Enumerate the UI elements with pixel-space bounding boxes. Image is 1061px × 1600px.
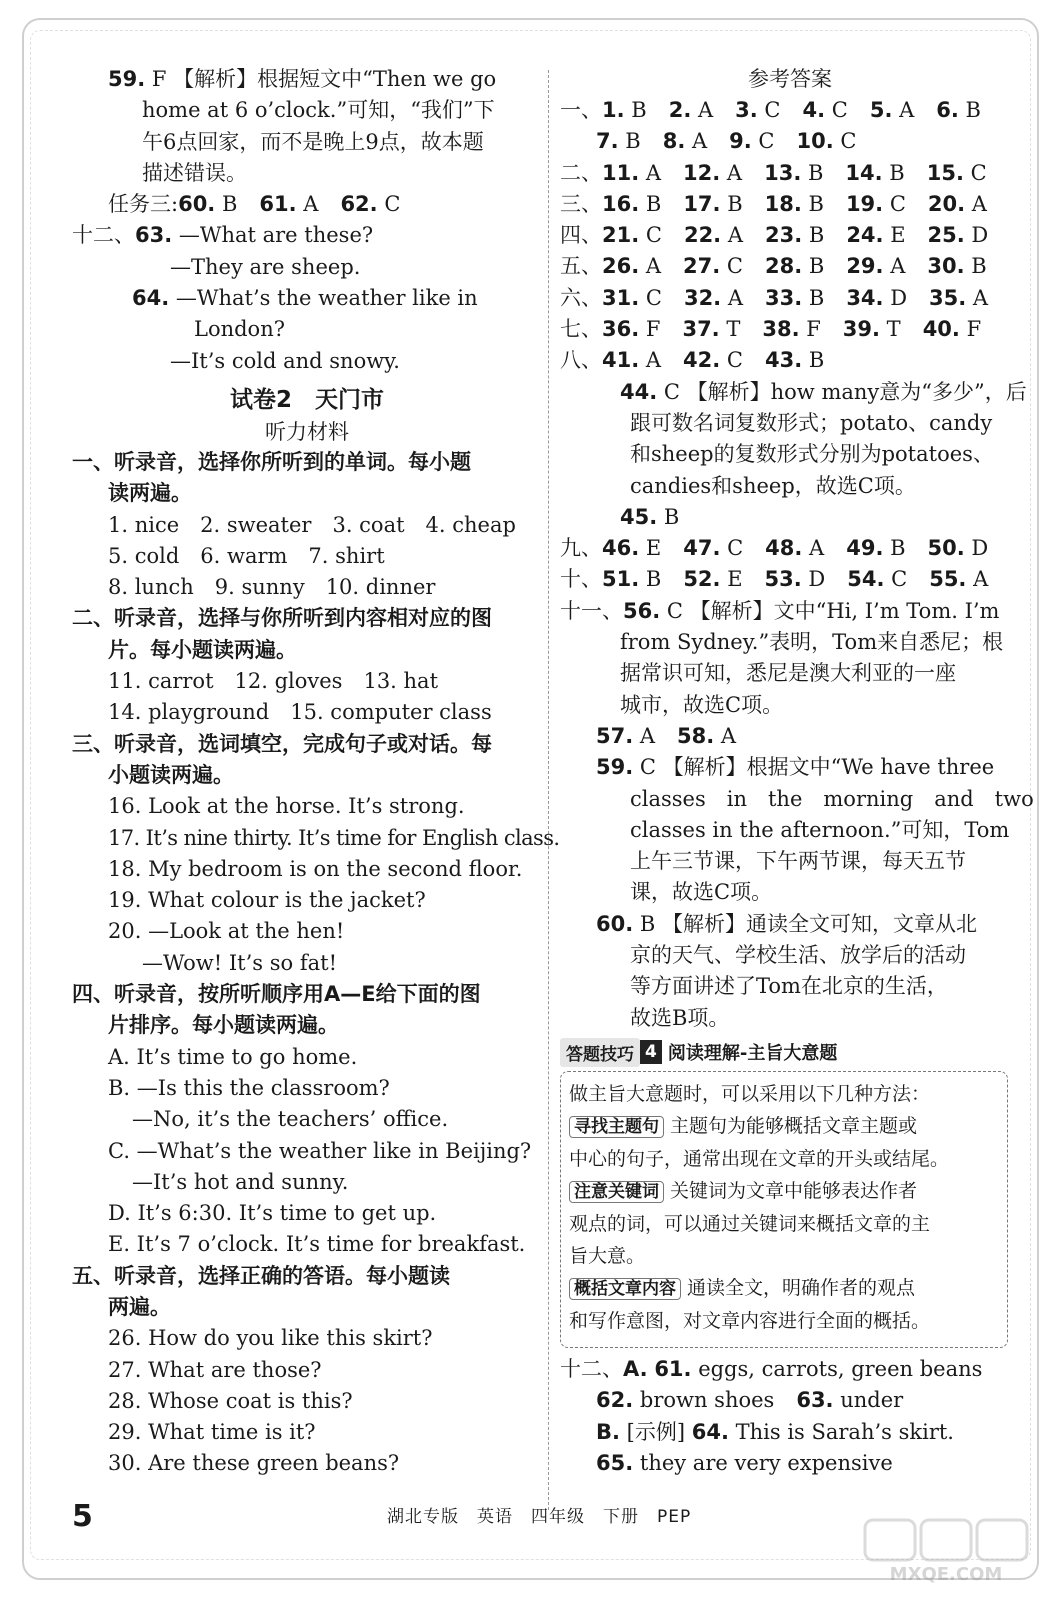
s2-heading-2: 片。每小题读两遍。 — [108, 637, 297, 662]
tips-method-1-line2: 中心的句子，通常出现在文章的开头或结尾。 — [569, 1147, 950, 1170]
question-number: 31. — [602, 285, 640, 310]
answer-59-line5: 课，故选C项。 — [630, 880, 773, 905]
answer-60-line4: 故选B项。 — [630, 1005, 730, 1030]
tips-box — [560, 1071, 1008, 1348]
answer-choice: B — [964, 254, 987, 279]
answer-59-line3: 午6点回家，而不是晚上9点，故本题 — [142, 129, 484, 154]
question-number: 33. — [765, 285, 803, 310]
question-number: 25. — [927, 223, 965, 248]
answer-44-line2: 跟可数名词复数形式；potato、candy — [630, 410, 993, 435]
answer-row-line — [560, 564, 1020, 595]
answer-choice: C — [963, 160, 987, 185]
answer-64: B. [示例] 64. This is Sarah’s skirt. — [596, 1419, 954, 1444]
s4-row-1: A. It’s time to go home. — [108, 1044, 358, 1069]
answer-row-10 — [560, 564, 1020, 595]
answer-59-line2: home at 6 o’clock.”可知，“我们”下 — [142, 98, 495, 123]
answer-59-line2: classes in the morning and two — [630, 786, 1034, 811]
s4-row-3: —No, it’s the teachers’ office. — [132, 1107, 449, 1132]
answer-59-line1: 59. F 【解析】根据短文中“Then we go — [108, 67, 497, 91]
s2-row-1: 11. carrot 12. gloves 13. hat — [108, 669, 439, 694]
answer-choice: B — [882, 160, 905, 185]
answer-choice: B — [639, 567, 662, 592]
tips-header — [560, 1038, 1020, 1067]
answer-row-line — [560, 158, 1020, 189]
question-number: 3. — [735, 98, 758, 122]
answer-choice: C — [833, 129, 857, 154]
answer-56-line2: from Sydney.”表明，Tom来自悉尼；根 — [620, 630, 1004, 655]
section-prefix: 十、 — [560, 567, 602, 592]
question-number: 37. — [682, 317, 720, 342]
answer-choice: A — [639, 254, 662, 279]
answer-choice: F — [639, 317, 661, 342]
s5-row-3: 28. Whose coat is this? — [108, 1388, 353, 1413]
answer-62-63: 62. brown shoes 63. under — [596, 1388, 904, 1413]
answer-choice: B — [958, 98, 981, 122]
question-number: 9. — [729, 129, 752, 154]
answer-choice: D — [801, 567, 826, 592]
answer-56-line1: 十一、56. C 【解析】文中“Hi, I’m Tom. I’m — [560, 598, 1000, 623]
answer-choice: A — [691, 98, 714, 122]
tips-chip-3: 概括文章内容 — [569, 1278, 681, 1300]
section-prefix: 三、 — [560, 191, 602, 216]
question-number: 28. — [765, 254, 803, 279]
watermark-text: MXQE.COM — [889, 1564, 1003, 1585]
question-number: 50. — [927, 536, 965, 561]
paper-title: 试卷2 天门市 — [229, 386, 384, 413]
s3-row-1: 16. Look at the horse. It’s strong. — [108, 794, 465, 819]
answer-choice: A — [639, 348, 662, 373]
answer-choice: A — [965, 191, 987, 216]
section-prefix: 二、 — [560, 160, 602, 185]
answer-choice: B — [802, 223, 825, 248]
answer-choice: C — [883, 191, 906, 216]
question-number: 19. — [845, 191, 884, 216]
s4-row-5: —It’s hot and sunny. — [132, 1169, 349, 1194]
question-number: 21. — [602, 223, 640, 248]
s3-row-4: 19. What colour is the jacket? — [108, 888, 426, 913]
answer-44-line3: 和sheep的复数形式分别为potatoes、 — [630, 442, 994, 467]
question-number: 41. — [602, 348, 640, 373]
answer-60-line1: 60. B 【解析】通读全文可知，文章从北 — [596, 911, 977, 936]
answer-44-line1: 44. C 【解析】how many意为“多少”，后 — [620, 379, 1027, 404]
answer-61: 十二、A. 61. eggs, carrots, green beans — [560, 1356, 983, 1381]
answer-choice: B — [618, 129, 641, 154]
answer-choice: F — [959, 317, 982, 342]
question-number: 54. — [847, 567, 885, 592]
s2-row-2: 14. playground 15. computer class — [108, 700, 492, 725]
s5-row-2: 27. What are those? — [108, 1357, 322, 1382]
tips-title: 阅读理解-主旨大意题 — [667, 1043, 838, 1065]
s4-heading-1: 四、听录音，按所听顺序用A—E给下面的图 — [72, 982, 481, 1007]
section-prefix: 四、 — [560, 223, 602, 248]
s4-row-6: D. It’s 6:30. It’s time to get up. — [108, 1201, 437, 1226]
tips-chip-1: 寻找主题句 — [569, 1116, 664, 1138]
tips-method-1-line1: 寻找主题句 主题句为能够概括文章主题或 — [569, 1110, 999, 1143]
question-number: 22. — [683, 223, 722, 248]
s3-row-6: —Wow! It’s so fat! — [142, 950, 338, 975]
question-number: 10. — [796, 129, 834, 154]
section12-q64b: London? — [194, 317, 285, 342]
question-number: 34. — [846, 285, 884, 310]
answer-choice: A — [883, 254, 906, 279]
section-prefix: 七、 — [560, 317, 602, 342]
answer-row-line — [560, 283, 1020, 314]
s1-heading-1: 一、听录音，选择你所听到的单词。每小题 — [72, 449, 471, 474]
question-number: 48. — [765, 536, 803, 561]
section-prefix: 九、 — [560, 536, 602, 561]
question-number: 18. — [764, 191, 802, 216]
question-number: 16. — [602, 191, 640, 216]
section12-a63: —They are sheep. — [170, 254, 361, 279]
answer-choice: E — [639, 536, 662, 561]
answer-choice: C — [639, 285, 662, 310]
tips-method-2-line3: 旨大意。 — [569, 1244, 646, 1267]
answer-choice: B — [801, 191, 824, 216]
answer-choice: B — [883, 536, 906, 561]
answer-56-line3: 据常识可知，悉尼是澳大利亚的一座 — [620, 661, 956, 686]
s5-row-1: 26. How do you like this skirt? — [108, 1326, 433, 1351]
answer-choice: C — [825, 98, 848, 122]
question-number: 12. — [683, 160, 721, 185]
question-number: 26. — [602, 254, 640, 279]
section-prefix: 八、 — [560, 348, 602, 373]
answer-choice: B — [802, 285, 825, 310]
tips-intro: 做主旨大意题时，可以采用以下几种方法： — [569, 1082, 931, 1105]
section-prefix: 五、 — [560, 254, 602, 279]
answer-choice: D — [964, 536, 989, 561]
answer-choice: B — [801, 160, 824, 185]
answer-59-line1: 59. C 【解析】根据文中“We have three — [596, 755, 995, 780]
question-number: 52. — [683, 567, 721, 592]
tips-chip-2: 注意关键词 — [569, 1181, 664, 1203]
tips-method-3-line1: 概括文章内容 通读全文，明确作者的观点 — [569, 1272, 999, 1305]
answer-choice: A — [802, 536, 825, 561]
question-number: 55. — [929, 567, 967, 592]
answer-choice: A — [721, 223, 743, 248]
answer-56-line4: 城市，故选C项。 — [620, 692, 784, 717]
answer-choice: C — [884, 567, 908, 592]
question-number: 39. — [842, 317, 880, 342]
section-prefix: 六、 — [560, 285, 602, 310]
answer-57-58: 57. A 58. A — [596, 723, 737, 748]
question-number: 8. — [662, 129, 686, 154]
s1-row-3: 8. lunch 9. sunny 10. dinner — [108, 575, 436, 600]
question-number: 11. — [602, 160, 640, 185]
question-number: 35. — [929, 285, 967, 310]
question-number: 47. — [683, 536, 721, 561]
answer-choice: A — [966, 285, 989, 310]
answer-choice: A — [966, 567, 989, 592]
answer-45: 45. B — [620, 504, 680, 529]
answer-choice: F — [799, 317, 821, 342]
question-number: 43. — [765, 348, 803, 373]
answer-44-line4: candies和sheep，故选C项。 — [630, 473, 916, 498]
s5-heading-2: 两遍。 — [108, 1294, 171, 1319]
watermark-logo — [861, 1516, 1031, 1586]
section-prefix: 一、 — [560, 98, 602, 122]
answer-row-line — [560, 314, 1020, 345]
answers-heading: 参考答案 — [748, 67, 832, 91]
question-number: 36. — [602, 317, 640, 342]
question-number: 27. — [683, 254, 721, 279]
s1-row-1: 1. nice 2. sweater 3. coat 4. cheap — [108, 512, 516, 537]
s2-heading-1: 二、听录音，选择与你所听到内容相对应的图 — [72, 606, 492, 631]
answer-choice: D — [883, 285, 908, 310]
question-number: 29. — [846, 254, 884, 279]
tips-tag: 答题技巧 — [560, 1038, 640, 1067]
s4-row-2: B. —Is this the classroom? — [108, 1075, 390, 1100]
answer-choice: C — [639, 223, 662, 248]
question-number: 40. — [922, 317, 960, 342]
s4-row-7: E. It’s 7 o’clock. It’s time for breakfast. — [108, 1232, 526, 1257]
answer-choice: B — [624, 98, 647, 122]
section12-q64: 64. —What’s the weather like in — [132, 286, 478, 311]
right-column — [560, 64, 1034, 1479]
question-number: 30. — [927, 254, 965, 279]
answer-65: 65. they are very expensive — [596, 1450, 893, 1475]
s3-row-3: 18. My bedroom is on the second floor. — [108, 856, 523, 881]
s1-heading-2: 读两遍。 — [108, 481, 192, 506]
answer-rows — [560, 95, 1020, 377]
footer-text: 湖北专版 英语 四年级 下册 PEP — [387, 1507, 692, 1527]
tips-number: 4 — [640, 1040, 662, 1064]
section12-q63: 十二、63. —What are these? — [72, 223, 374, 248]
question-number: 20. — [927, 191, 966, 216]
question-number: 42. — [683, 348, 721, 373]
task3-answers: 任务三:60. B 61. A 62. C — [108, 192, 401, 217]
s1-row-2: 5. cold 6. warm 7. shirt — [108, 543, 385, 568]
answer-choice: B — [802, 254, 825, 279]
s3-row-2: 17. It’s nine thirty. It’s time for English class. — [108, 825, 560, 850]
answer-59-line4: 描述错误。 — [142, 160, 247, 185]
paper-subtitle: 听力材料 — [265, 419, 349, 444]
question-number: 2. — [668, 98, 692, 122]
question-number: 24. — [846, 223, 884, 248]
tips-method-2-line2: 观点的词，可以通过关键词来概括文章的主 — [569, 1212, 931, 1235]
question-number: 4. — [802, 98, 826, 122]
answer-choice: B — [802, 348, 825, 373]
left-column — [72, 64, 560, 1480]
answer-choice: A — [639, 160, 662, 185]
question-number: 53. — [764, 567, 802, 592]
question-number: 32. — [683, 285, 722, 310]
question-number: 6. — [936, 98, 959, 122]
answer-row-9 — [560, 533, 1020, 564]
answer-choice: D — [964, 223, 989, 248]
answer-choice: T — [719, 317, 741, 342]
column-divider — [548, 70, 549, 1510]
s4-row-4: C. —What’s the weather like in Beijing? — [108, 1138, 532, 1163]
question-number: 23. — [765, 223, 803, 248]
answer-choice: E — [720, 567, 743, 592]
question-number: 1. — [602, 98, 625, 122]
s5-row-5: 30. Are these green beans? — [108, 1451, 400, 1476]
answer-row-line — [560, 126, 1020, 157]
answer-choice: C — [720, 536, 744, 561]
answer-choice: A — [892, 98, 915, 122]
s5-row-4: 29. What time is it? — [108, 1420, 316, 1445]
s4-heading-2: 片排序。每小题读两遍。 — [108, 1013, 339, 1038]
s3-row-5: 20. —Look at the hen! — [108, 919, 345, 944]
answer-choice: C — [751, 129, 775, 154]
answer-choice: A — [720, 160, 743, 185]
page-footer — [72, 1497, 972, 1537]
question-number: 38. — [762, 317, 800, 342]
answer-60-line2: 京的天气、学校生活、放学后的活动 — [630, 943, 966, 968]
answer-row-line — [560, 95, 1020, 126]
question-number: 15. — [926, 160, 964, 185]
answer-choice: A — [685, 129, 708, 154]
answer-choice: E — [883, 223, 906, 248]
answer-row-line — [560, 345, 1020, 376]
question-number: 7. — [596, 129, 619, 154]
s3-heading-1: 三、听录音，选词填空，完成句子或对话。每 — [72, 731, 492, 756]
answer-choice: B — [720, 191, 743, 216]
answer-59-line3: classes in the afternoon.”可知，Tom — [630, 817, 1010, 842]
answer-choice: T — [880, 317, 901, 342]
answer-row-line — [560, 533, 1020, 564]
answer-choice: C — [720, 254, 743, 279]
question-number: 49. — [846, 536, 884, 561]
question-number: 17. — [683, 191, 721, 216]
answer-choice: A — [721, 285, 743, 310]
question-number: 13. — [764, 160, 802, 185]
question-number: 14. — [845, 160, 883, 185]
answer-choice: B — [639, 191, 662, 216]
answer-60-line3: 等方面讲述了Tom在北京的生活， — [630, 974, 948, 999]
answer-59-line4: 上午三节课，下午两节课，每天五节 — [630, 849, 966, 874]
question-number: 46. — [602, 536, 640, 561]
answer-row-line — [560, 220, 1020, 251]
answer-choice: C — [757, 98, 781, 122]
answer-row-line — [560, 189, 1020, 220]
s5-heading-1: 五、听录音，选择正确的答语。每小题读 — [72, 1263, 450, 1288]
s3-heading-2: 小题读两遍。 — [108, 762, 234, 787]
page-number: 5 — [72, 1499, 93, 1534]
question-number: 5. — [869, 98, 893, 122]
section12-a64: —It’s cold and snowy. — [170, 348, 400, 373]
tips-method-2-line1: 注意关键词 关键词为文章中能够表达作者 — [569, 1175, 999, 1208]
tips-method-3-line2: 和写作意图，对文章内容进行全面的概括。 — [569, 1309, 931, 1332]
answer-choice: C — [720, 348, 743, 373]
answer-row-line — [560, 251, 1020, 282]
question-number: 51. — [602, 567, 640, 592]
